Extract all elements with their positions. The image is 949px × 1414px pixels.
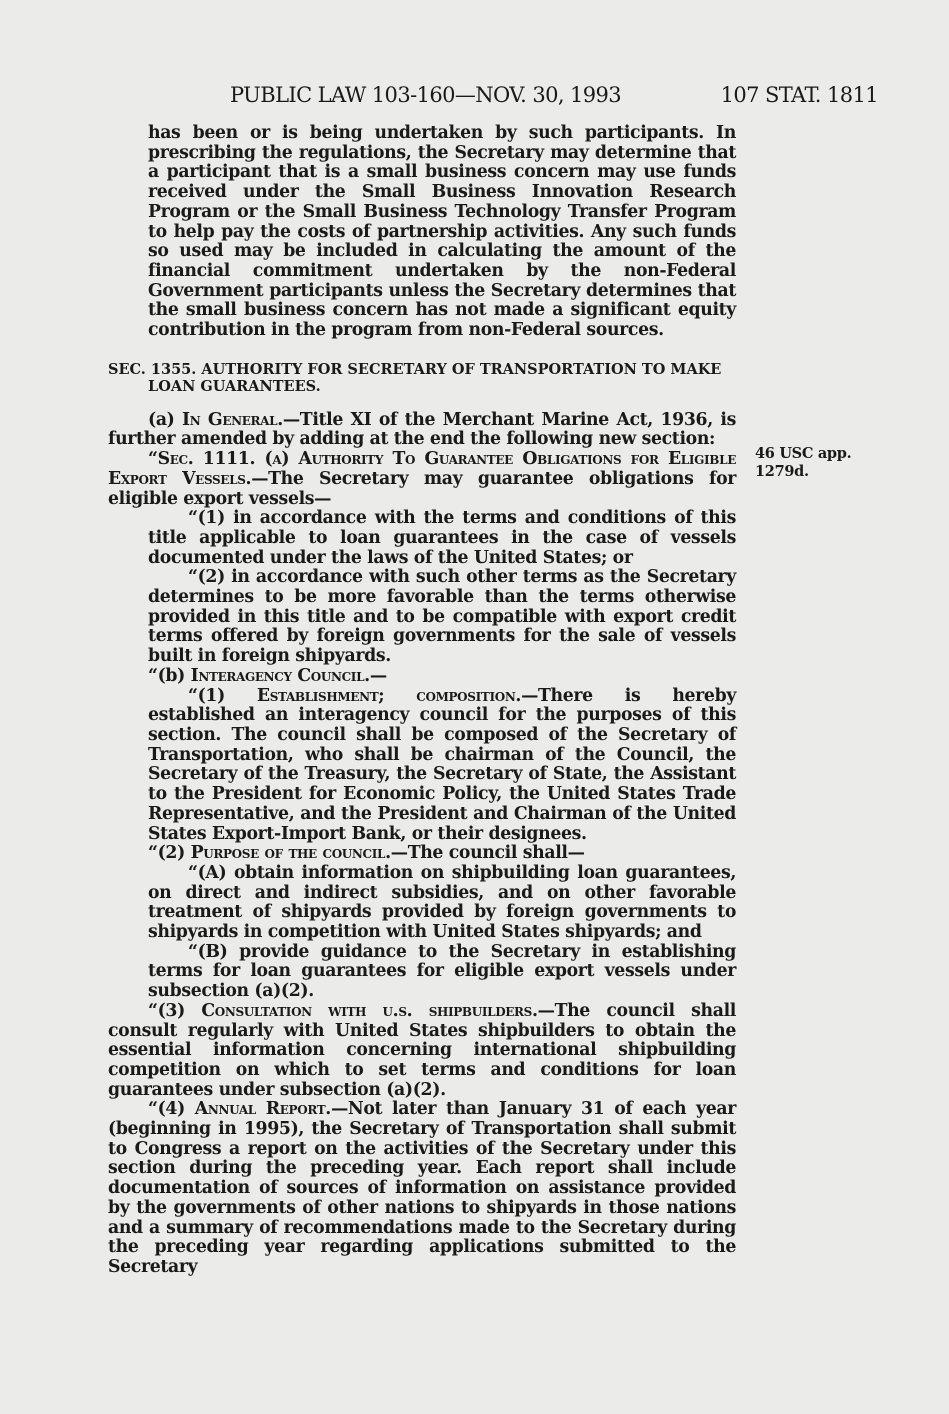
running-header	[108, 78, 878, 112]
paragraph-b1-lead: “(1)	[188, 685, 257, 706]
margin-note	[755, 445, 855, 481]
paragraph-b4	[108, 1100, 736, 1277]
subsection-a	[108, 411, 736, 450]
paragraph-a1: “(1) in accordance with the terms and conditions of this title applicable to loan guarantees in the case of vessels documented under the laws of the United States; or	[148, 508, 736, 568]
paragraph-a2: “(2) in accordance with such other terms as the Secretary determines to be more favorable than the terms otherwise provided in this title and to be compatible with export credit terms offered by foreign governments for the sale of vessels built in foreign shipyards.	[148, 567, 736, 667]
header-stat-page: 107 STAT. 1811	[720, 83, 878, 107]
paragraph-b2-heading: Purpose of the council.	[190, 843, 391, 864]
paragraph-b2	[108, 844, 736, 864]
subsection-b-heading: Interagency Council.	[190, 665, 370, 686]
paragraph-continued: has been or is being undertaken by such participants. In prescribing the regulations, the Secretary may determine that a participant that is a small business concern may use funds received under the Small Business Innovation Research Program or the Small Business Technology Transfer Program to help pay the costs of partnership activities. Any such funds so used may be included in calculating the amount of the financial commitment undertaken by the non-Federal Government participants unless the Secretary determines that the small business concern has not made a significant equity contribution in the program from non-Federal sources.	[148, 123, 736, 341]
paragraph-b2-text: —The council shall—	[390, 843, 585, 864]
paragraph-b4-lead: “(4)	[148, 1099, 195, 1120]
margin-note-line-2: 1279d.	[755, 463, 809, 480]
paragraph-b2-lead: “(2)	[148, 843, 191, 864]
section-1111-heading: Authority To Guarantee Obligations for Eligible Export Vessels.	[108, 449, 736, 489]
subsection-b	[108, 667, 736, 687]
paragraph-b3-heading: Consultation with u.s. shipbuilders.	[201, 1000, 538, 1021]
subsection-a-text: —Title XI of the Merchant Marine Act, 1936, is further amended by adding at the end the following new section:	[108, 409, 736, 450]
subsection-b-text: —	[369, 665, 387, 686]
paragraph-b4-text: —Not later than January 31 of each year (beginning in 1995), the Secretary of Transportation shall submit to Congress a report on the activities of the Secretary under this section during the preceding year. Each report shall include documentation of sources of information on assistance provided by the governments of other nations to shipyards in those nations and a summary of recommendations made to the Secretary during the preceding year regarding applications submitted to the Secretary	[108, 1099, 736, 1277]
margin-note-line-1: 46 USC app.	[755, 445, 852, 462]
subsection-b-lead: “(b)	[148, 665, 191, 686]
header-law-citation: PUBLIC LAW 103-160—NOV. 30, 1993	[230, 83, 622, 107]
subsection-a-heading: In General.	[182, 409, 283, 430]
paragraph-b1-heading: Establishment; composition.	[256, 685, 522, 706]
body-text	[108, 124, 736, 1278]
paragraph-b2B: “(B) provide guidance to the Secretary in establishing terms for loan guarantees for eligible export vessels under subsection (a)(2).	[148, 941, 736, 1002]
new-section-1111	[108, 450, 736, 509]
section-number: SEC. 1355.	[108, 360, 197, 378]
paragraph-b3	[108, 1002, 736, 1101]
paragraph-b3-text: —The council shall consult regularly with United States shipbuilders to obtain the essential information concerning international shipbuilding competition on which to set terms and conditions for loan guarantees under subsection (a)(2).	[108, 1000, 736, 1100]
section-heading	[108, 361, 736, 395]
section-title: AUTHORITY FOR SECRETARY OF TRANSPORTATION TO MAKE LOAN GUARANTEES.	[148, 360, 722, 395]
subsection-a-lead: (a)	[148, 409, 183, 430]
paragraph-b1-text: —There is hereby established an interagency council for the purposes of this section. The council shall be composed of the Secretary of Transportation, who shall be chairman of the Council, the Secretary of the Treasury, the Secretary of State, the Assistant to the President for Economic Policy, the United States Trade Representative, and the President and Chairman of the United States Export-Import Bank, or their designees.	[148, 685, 737, 844]
paragraph-b2A: “(A) obtain information on shipbuilding loan guarantees, on direct and indirect subsidies, and on other favorable treatment of shipyards provided by foreign governments to shipyards in competition with United States shipyards; and	[148, 862, 736, 943]
paragraph-b1	[108, 687, 736, 845]
section-1111-lead: “Sec. 1111. (a)	[148, 449, 299, 470]
paragraph-b4-heading: Annual Report.	[194, 1099, 331, 1120]
section-1111-text: —The Secretary may guarantee obligations for eligible export vessels—	[108, 468, 737, 509]
paragraph-b3-lead: “(3)	[148, 1000, 202, 1021]
